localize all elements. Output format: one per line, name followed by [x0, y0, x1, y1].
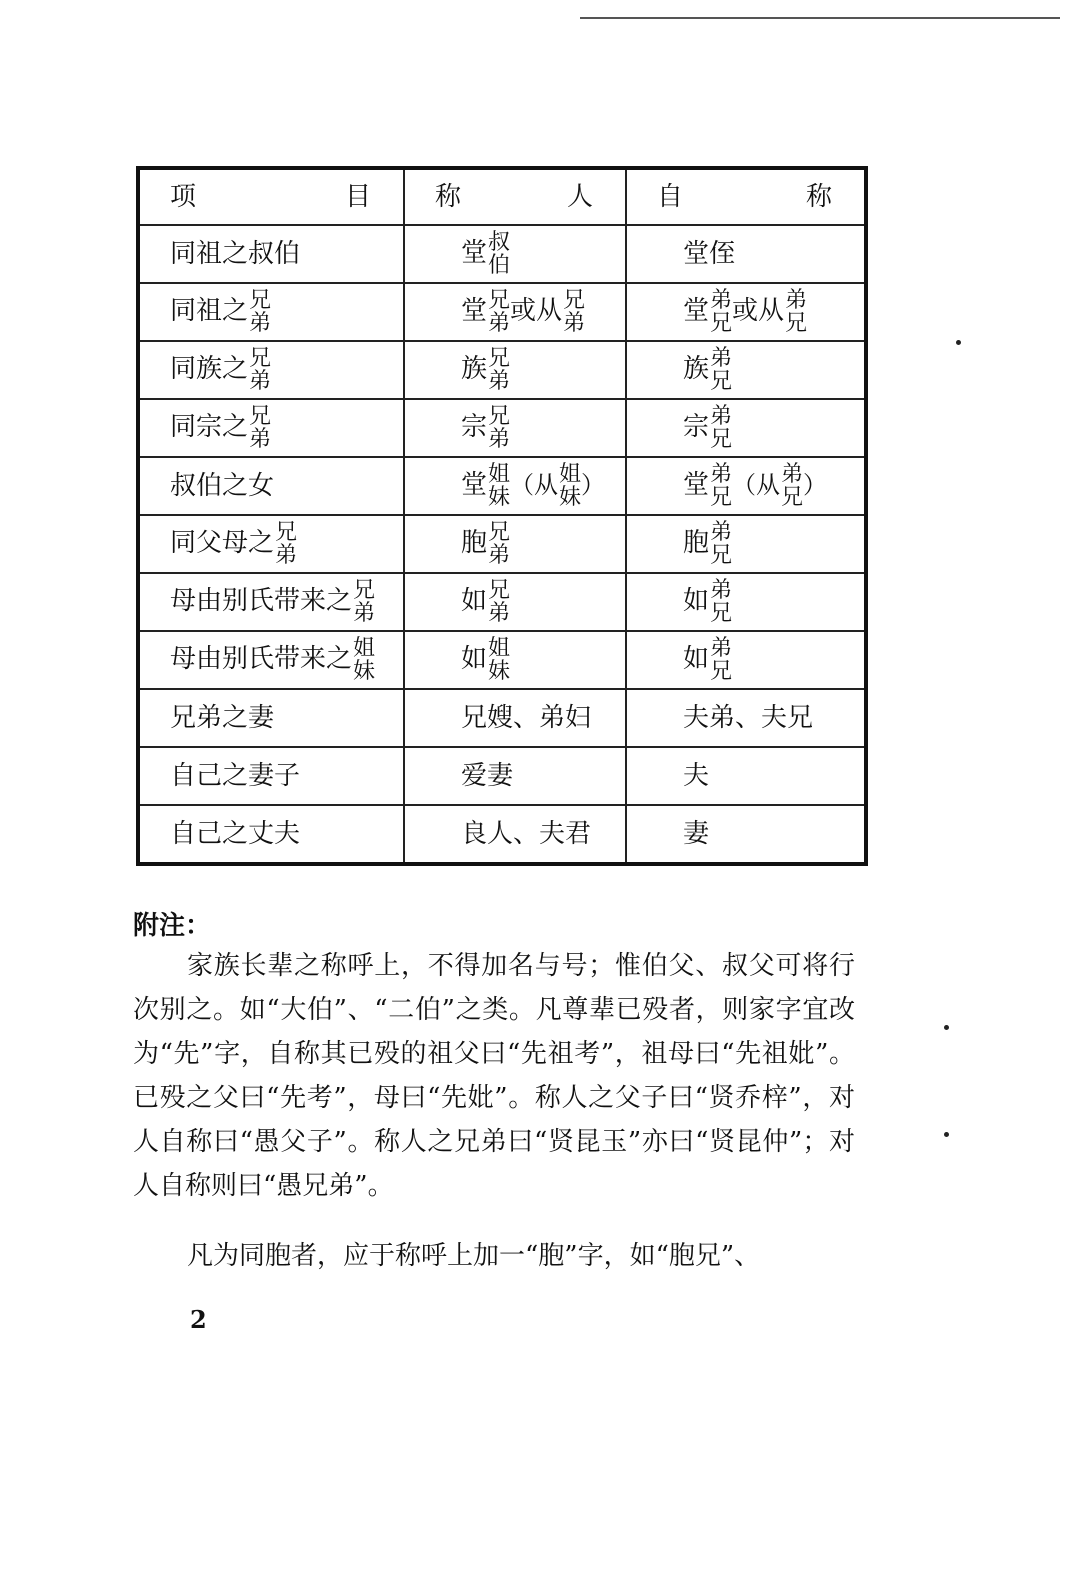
address-others-cell — [404, 747, 626, 805]
cell-text: 堂 — [683, 470, 710, 500]
address-others-cell — [404, 341, 626, 399]
table-row — [138, 689, 866, 747]
stacked-char: 姐 — [559, 461, 582, 487]
self-address-cell — [626, 457, 866, 515]
stacked-characters — [710, 637, 732, 683]
header-self-address: 自 称 — [626, 168, 866, 225]
stacked-characters — [488, 231, 510, 277]
cell-text: 母由别氏带来之 — [170, 586, 353, 616]
page-number: 2 — [190, 1305, 207, 1334]
item-cell — [138, 631, 404, 689]
stacked-characters — [559, 463, 581, 509]
cell-connector: （从 — [510, 471, 559, 499]
cell-text: 如 — [683, 644, 710, 674]
stacked-char: 兄 — [488, 403, 511, 429]
stacked-char: 弟 — [710, 519, 733, 545]
table-row — [138, 805, 866, 864]
cell-text: 如 — [461, 586, 488, 616]
stacked-char: 兄 — [275, 519, 298, 545]
stacked-char: 弟 — [710, 635, 733, 661]
self-address-cell — [626, 399, 866, 457]
stacked-char: 弟 — [781, 461, 804, 487]
stacked-char: 妹 — [488, 659, 511, 684]
stacked-char: 兄 — [710, 543, 733, 568]
cell-text: 同祖之叔伯 — [170, 239, 301, 269]
stacked-char: 弟 — [488, 601, 511, 626]
stacked-char: 弟 — [488, 543, 511, 568]
cell-closing-paren: ） — [581, 471, 606, 499]
item-cell — [138, 457, 404, 515]
table-row — [138, 225, 866, 283]
cell-text: 堂 — [683, 296, 710, 326]
cell-text: 夫弟、夫兄 — [683, 703, 814, 733]
self-address-cell — [626, 631, 866, 689]
item-cell — [138, 283, 404, 341]
stacked-char: 伯 — [488, 253, 511, 278]
stacked-characters — [710, 521, 732, 567]
stacked-characters — [353, 579, 375, 625]
stacked-char: 兄 — [710, 369, 733, 394]
stacked-characters — [710, 463, 732, 509]
stacked-characters — [488, 347, 510, 393]
stacked-char: 兄 — [710, 485, 733, 510]
stacked-char: 弟 — [488, 311, 511, 336]
header-item: 项 目 — [138, 168, 404, 225]
table-row — [138, 747, 866, 805]
address-others-cell — [404, 573, 626, 631]
stacked-characters — [353, 637, 375, 683]
stacked-characters — [563, 289, 585, 335]
stacked-characters — [488, 289, 510, 335]
address-others-cell — [404, 631, 626, 689]
cell-text: 堂 — [461, 296, 488, 326]
stacked-char: 兄 — [781, 485, 804, 510]
item-cell — [138, 805, 404, 864]
stacked-char: 兄 — [710, 601, 733, 626]
cell-text: 良人、夫君 — [461, 819, 592, 849]
stacked-char: 姐 — [353, 635, 376, 661]
stacked-characters — [488, 463, 510, 509]
stacked-char: 兄 — [488, 577, 511, 603]
stacked-characters — [785, 289, 807, 335]
notes-paragraph: 家族长辈之称呼上，不得加名与号；惟伯父、叔父可将行次别之。如“大伯”、“二伯”之类。凡尊辈已殁者，则家字宜改为“先”字，自称其已殁的祖父曰“先祖考”，祖母曰“先祖妣”。已殁之父曰“先考”，母曰“先妣”。称人之父子曰“贤乔梓”，对人自称曰“愚父子”。称人之兄弟曰“贤昆玉”亦曰“贤昆仲”；对人自称则曰“愚兄弟”。 — [133, 951, 855, 1201]
stacked-char: 兄 — [353, 577, 376, 603]
self-address-cell — [626, 689, 866, 747]
table-row — [138, 631, 866, 689]
cell-text: 如 — [461, 644, 488, 674]
header-address-others: 称 人 — [404, 168, 626, 225]
cell-text: 兄弟之妻 — [170, 703, 275, 733]
cell-text: 堂侄 — [683, 239, 736, 269]
cell-text: 爱妻 — [461, 761, 514, 791]
self-address-cell — [626, 283, 866, 341]
scan-speck — [944, 1025, 949, 1030]
stacked-char: 姐 — [488, 461, 511, 487]
scan-speck — [944, 1132, 949, 1137]
address-others-cell — [404, 225, 626, 283]
cell-closing-paren: ） — [803, 471, 828, 499]
address-others-cell — [404, 399, 626, 457]
stacked-char: 弟 — [563, 311, 586, 336]
item-cell — [138, 225, 404, 283]
stacked-char: 弟 — [249, 427, 272, 452]
cell-text: 叔伯之女 — [170, 471, 275, 501]
table-row — [138, 283, 866, 341]
stacked-char: 兄 — [249, 403, 272, 429]
cell-text: 同宗之 — [170, 412, 249, 442]
self-address-cell — [626, 341, 866, 399]
stacked-characters — [488, 637, 510, 683]
cell-text: 夫 — [683, 761, 710, 791]
address-others-cell — [404, 283, 626, 341]
stacked-char: 弟 — [710, 287, 733, 313]
stacked-char: 弟 — [275, 543, 298, 568]
stacked-char: 姐 — [488, 635, 511, 661]
stacked-characters — [710, 289, 732, 335]
cell-text: 堂 — [461, 238, 488, 268]
address-others-cell — [404, 457, 626, 515]
cell-text: 宗 — [683, 412, 710, 442]
cell-text: 宗 — [461, 412, 488, 442]
stacked-char: 兄 — [710, 427, 733, 452]
stacked-characters — [488, 579, 510, 625]
cell-text: 胞 — [683, 528, 710, 558]
stacked-char: 弟 — [710, 403, 733, 429]
item-cell — [138, 515, 404, 573]
self-address-cell — [626, 805, 866, 864]
item-cell — [138, 573, 404, 631]
stacked-char: 弟 — [785, 287, 808, 313]
cell-connector: 或从 — [732, 296, 785, 326]
cell-text: 自己之丈夫 — [170, 819, 301, 849]
stacked-char: 弟 — [488, 369, 511, 394]
stacked-char: 弟 — [249, 311, 272, 336]
stacked-characters — [249, 347, 271, 393]
stacked-char: 弟 — [710, 577, 733, 603]
address-others-cell — [404, 515, 626, 573]
stacked-char: 弟 — [488, 427, 511, 452]
stacked-char: 兄 — [710, 659, 733, 684]
stacked-characters — [275, 521, 297, 567]
table-row — [138, 457, 866, 515]
stacked-char: 兄 — [488, 519, 511, 545]
stacked-characters — [710, 579, 732, 625]
item-cell — [138, 399, 404, 457]
stacked-char: 兄 — [563, 287, 586, 313]
cell-text: 同父母之 — [170, 528, 275, 558]
stacked-char: 弟 — [353, 601, 376, 626]
table-header-row — [138, 168, 866, 225]
stacked-char: 兄 — [488, 345, 511, 371]
stacked-char: 兄 — [249, 345, 272, 371]
stacked-characters — [249, 405, 271, 451]
stacked-char: 弟 — [710, 461, 733, 487]
table-row — [138, 515, 866, 573]
notes-paragraph: 凡为同胞者，应于称呼上加一“胞”字，如“胞兄”、 — [187, 1241, 761, 1271]
cell-text: 胞 — [461, 528, 488, 558]
self-address-cell — [626, 515, 866, 573]
table-row — [138, 341, 866, 399]
self-address-cell — [626, 225, 866, 283]
stacked-characters — [710, 405, 732, 451]
stacked-characters — [488, 405, 510, 451]
table-row — [138, 573, 866, 631]
table-body — [138, 225, 866, 864]
stacked-characters — [710, 347, 732, 393]
stacked-char: 妹 — [488, 485, 511, 510]
address-others-cell — [404, 689, 626, 747]
stacked-char: 弟 — [249, 369, 272, 394]
stacked-char: 兄 — [785, 311, 808, 336]
cell-text: 族 — [461, 354, 488, 384]
stacked-char: 弟 — [710, 345, 733, 371]
item-cell — [138, 689, 404, 747]
stacked-characters — [249, 289, 271, 335]
cell-text: 妻 — [683, 819, 710, 849]
scan-speck — [956, 340, 961, 345]
cell-text: 族 — [683, 354, 710, 384]
stacked-char: 兄 — [710, 311, 733, 336]
self-address-cell — [626, 747, 866, 805]
cell-connector: （从 — [732, 471, 781, 499]
cell-text: 自己之妻子 — [170, 761, 301, 791]
cell-text: 如 — [683, 586, 710, 616]
cell-text: 同祖之 — [170, 296, 249, 326]
cell-text: 堂 — [461, 470, 488, 500]
notes-title: 附注： — [133, 911, 212, 941]
address-others-cell — [404, 805, 626, 864]
table-row — [138, 399, 866, 457]
self-address-cell — [626, 573, 866, 631]
cell-text: 母由别氏带来之 — [170, 644, 353, 674]
cell-text: 同族之 — [170, 354, 249, 384]
stacked-characters — [781, 463, 803, 509]
stacked-char: 兄 — [249, 287, 272, 313]
stacked-char: 妹 — [353, 659, 376, 684]
stacked-char: 兄 — [488, 287, 511, 313]
cell-connector: 或从 — [510, 296, 563, 326]
stacked-char: 妹 — [559, 485, 582, 510]
stacked-characters — [488, 521, 510, 567]
top-rule-line — [580, 17, 1060, 19]
item-cell — [138, 747, 404, 805]
cell-text: 兄嫂、弟妇 — [461, 703, 592, 733]
kinship-terms-table — [136, 166, 868, 866]
item-cell — [138, 341, 404, 399]
stacked-char: 叔 — [488, 229, 511, 255]
